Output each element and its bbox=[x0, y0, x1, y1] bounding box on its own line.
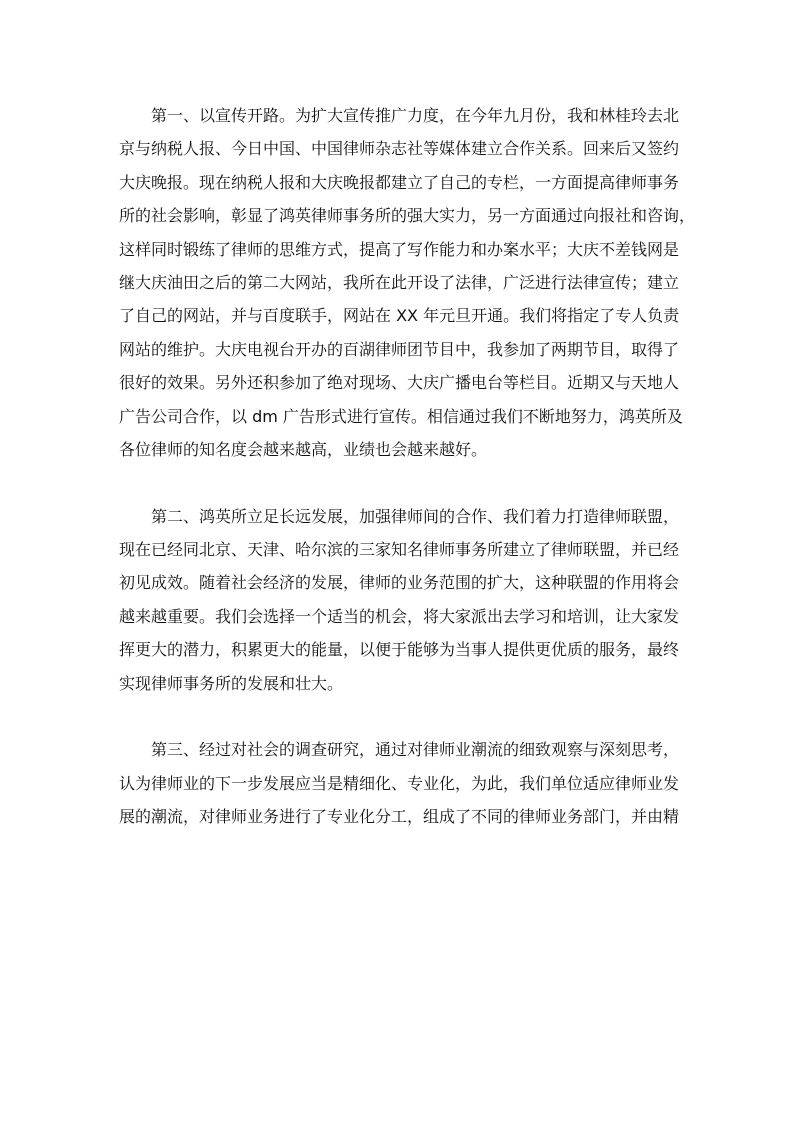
paragraph-spacer bbox=[119, 700, 679, 733]
text-line: 第一、以宣传开路。为扩大宣传推广力度，在今年九月份，我和林桂玲去北 bbox=[151, 106, 680, 125]
text-line: 现在已经同北京、天津、哈尔滨的三家知名律师事务所建立了律师联盟，并已经 bbox=[119, 540, 680, 560]
text-line: 这样同时锻练了律师的思维方式，提高了写作能力和办案水平；大庆不差钱网是 bbox=[119, 239, 680, 259]
text-line: 京与纳税人报、今日中国、中国律师杂志社等媒体建立合作关系。回来后又签约 bbox=[119, 139, 680, 159]
text-line: 越来越重要。我们会选择一个适当的机会，将大家派出去学习和培训，让大家发 bbox=[119, 606, 680, 626]
text-line: 所的社会影响，彰显了鸿英律师事务所的强大实力，另一方面通过向报社和咨询， bbox=[119, 206, 696, 226]
paragraph-2 bbox=[119, 500, 679, 700]
document-body bbox=[119, 99, 696, 834]
text-line: 第二、鸿英所立足长远发展，加强律师间的合作、我们着力打造律师联盟， bbox=[151, 506, 680, 526]
text-line: 很好的效果。另外还积参加了绝对现场、大庆广播电台等栏目。近期又与天地人 bbox=[119, 373, 680, 393]
text-line: 大庆晚报。现在纳税人报和大庆晚报都建立了自己的专栏，一方面提高律师事务 bbox=[119, 172, 680, 192]
paragraph-spacer bbox=[119, 466, 679, 499]
text-line: 展的潮流，对律师业务进行了专业化分工，组成了不同的律师业务部门，并由精 bbox=[119, 807, 680, 827]
text-line: 网站的维护。大庆电视台开办的百湖律师团节目中，我参加了两期节目，取得了 bbox=[119, 339, 680, 359]
text-line: 了自己的网站，并与百度联手，网站在 XX 年元旦开通。我们将指定了专人负责 bbox=[119, 306, 680, 326]
text-line: 第三、经过对社会的调查研究，通过对律师业潮流的细致观察与深刻思考， bbox=[151, 740, 680, 760]
text-line: 挥更大的潜力，积累更大的能量，以便于能够为当事人提供更优质的服务，最终 bbox=[119, 640, 680, 660]
paragraph-3 bbox=[119, 733, 679, 833]
text-line: 广告公司合作，以 dm 广告形式进行宣传。相信通过我们不断地努力，鸿英所及 bbox=[119, 406, 683, 426]
paragraph-1 bbox=[119, 99, 696, 466]
text-line: 各位律师的知名度会越来越高，业绩也会越来越好。 bbox=[119, 439, 488, 459]
text-line: 实现律师事务所的发展和壮大。 bbox=[119, 673, 344, 693]
text-line: 继大庆油田之后的第二大网站，我所在此开设了法律，广泛进行法律宣传；建立 bbox=[119, 272, 680, 292]
text-line: 初见成效。随着社会经济的发展，律师的业务范围的扩大，这种联盟的作用将会 bbox=[119, 573, 680, 593]
text-line: 认为律师业的下一步发展应当是精细化、专业化，为此，我们单位适应律师业发 bbox=[119, 773, 680, 793]
